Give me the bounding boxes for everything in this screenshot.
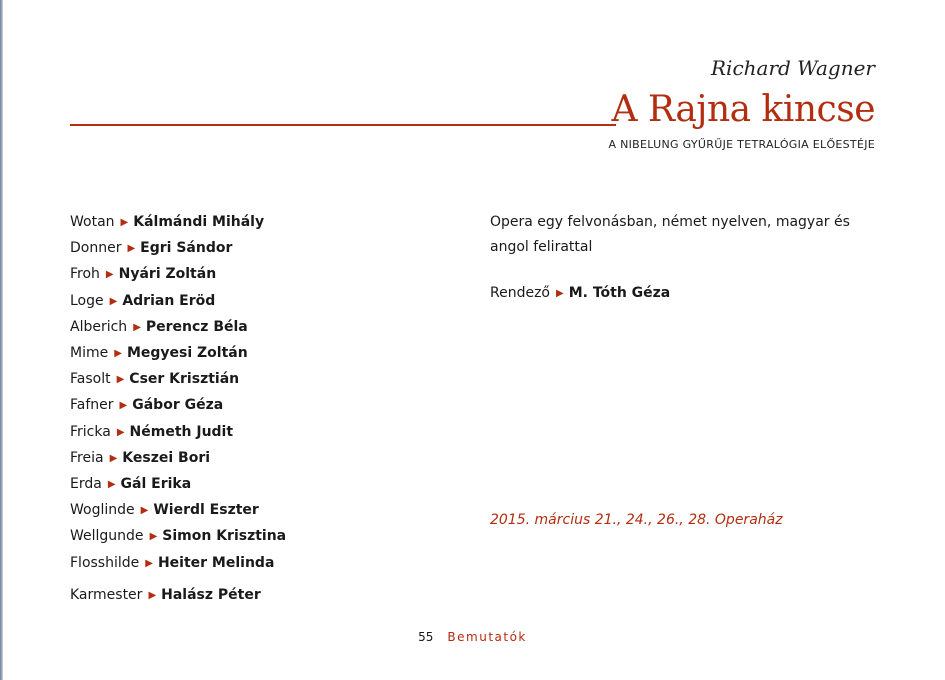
cast-row	[70, 289, 470, 315]
cast-role: Loge	[70, 292, 104, 309]
cast-row	[70, 524, 470, 550]
cast-row	[70, 367, 470, 393]
right-triangle-icon: ▶	[120, 217, 129, 228]
cast-row	[70, 341, 470, 367]
right-triangle-icon: ▶	[140, 505, 149, 517]
cast-name: Gál Erika	[120, 476, 192, 493]
cast-row	[70, 315, 470, 341]
performance-dates: 2015. március 21., 24., 26., 28. Operaház	[490, 512, 783, 528]
right-triangle-icon: ▶	[107, 479, 116, 491]
right-triangle-icon: ▶	[105, 269, 114, 281]
page-edge	[0, 0, 3, 680]
right-triangle-icon: ▶	[145, 557, 153, 569]
cast-row	[70, 472, 470, 498]
cast-row	[70, 262, 470, 288]
page-number: 55	[418, 630, 434, 644]
cast-role: Fricka	[70, 423, 111, 440]
cast-role: Wotan	[70, 214, 115, 230]
cast-name: Gábor Géza	[132, 397, 224, 414]
right-triangle-icon: ▶	[556, 288, 564, 299]
cast-name: Megyesi Zoltán	[126, 345, 248, 362]
cast-name: Kálmándi Mihály	[133, 214, 265, 230]
cast-role: Froh	[70, 266, 100, 283]
conductor-role: Karmester	[70, 587, 143, 603]
cast-row	[70, 498, 470, 524]
director-row	[490, 285, 670, 301]
opera-description: Opera egy felvonásban, német nyelven, magyar és angol felirattal	[490, 214, 850, 256]
cast-name: Cser Krisztián	[129, 371, 240, 388]
cast-name: Wierdl Eszter	[153, 502, 259, 519]
cast-row	[70, 420, 470, 446]
right-triangle-icon: ▶	[127, 243, 136, 255]
cast-role: Fafner	[70, 397, 114, 414]
section-name: Bemutatók	[447, 630, 527, 644]
right-triangle-icon: ▶	[148, 590, 157, 601]
cast-row	[70, 393, 470, 419]
cast-name: Egri Sándor	[140, 240, 233, 257]
cast-row	[70, 210, 470, 236]
right-triangle-icon: ▶	[116, 374, 125, 386]
cast-role: Wellgunde	[70, 528, 144, 545]
cast-name: Simon Krisztina	[162, 528, 287, 545]
cast-name: Adrian Eröd	[122, 292, 216, 309]
page-footer	[0, 630, 945, 644]
director-role: Rendező	[490, 285, 550, 301]
cast-row	[70, 446, 470, 472]
cast-name: Perencz Béla	[145, 318, 248, 335]
right-triangle-icon: ▶	[109, 452, 118, 464]
right-triangle-icon: ▶	[119, 400, 128, 412]
opera-title: A Rajna kincse	[611, 89, 875, 130]
cast-role: Alberich	[70, 318, 128, 335]
cast-role: Mime	[70, 345, 109, 362]
cast-role: Woglinde	[70, 502, 135, 519]
cast-list	[70, 210, 470, 577]
right-triangle-icon: ▶	[116, 426, 125, 438]
right-triangle-icon: ▶	[133, 321, 141, 333]
cast-row	[70, 551, 470, 577]
cast-name: Nyári Zoltán	[118, 266, 217, 283]
cast-name: Keszei Bori	[122, 449, 211, 466]
cast-role: Donner	[70, 240, 122, 257]
opera-subtitle: A NIBELUNG GYŰRŰJE TETRALÓGIA ELŐESTÉJE	[608, 138, 875, 151]
cast-role: Flosshilde	[70, 554, 140, 571]
cast-row	[70, 236, 470, 262]
right-triangle-icon: ▶	[114, 348, 122, 360]
cast-role: Freia	[70, 449, 104, 466]
composer-name: Richard Wagner	[710, 56, 875, 80]
title-rule	[70, 124, 616, 126]
conductor-row	[70, 587, 261, 603]
director-name: M. Tóth Géza	[568, 285, 671, 301]
conductor-name: Halász Péter	[161, 587, 261, 603]
cast-name: Heiter Melinda	[157, 554, 275, 571]
right-triangle-icon: ▶	[149, 531, 158, 543]
cast-role: Fasolt	[70, 371, 111, 388]
cast-role: Erda	[70, 476, 102, 493]
right-triangle-icon: ▶	[109, 295, 118, 307]
cast-name: Németh Judit	[129, 423, 234, 440]
